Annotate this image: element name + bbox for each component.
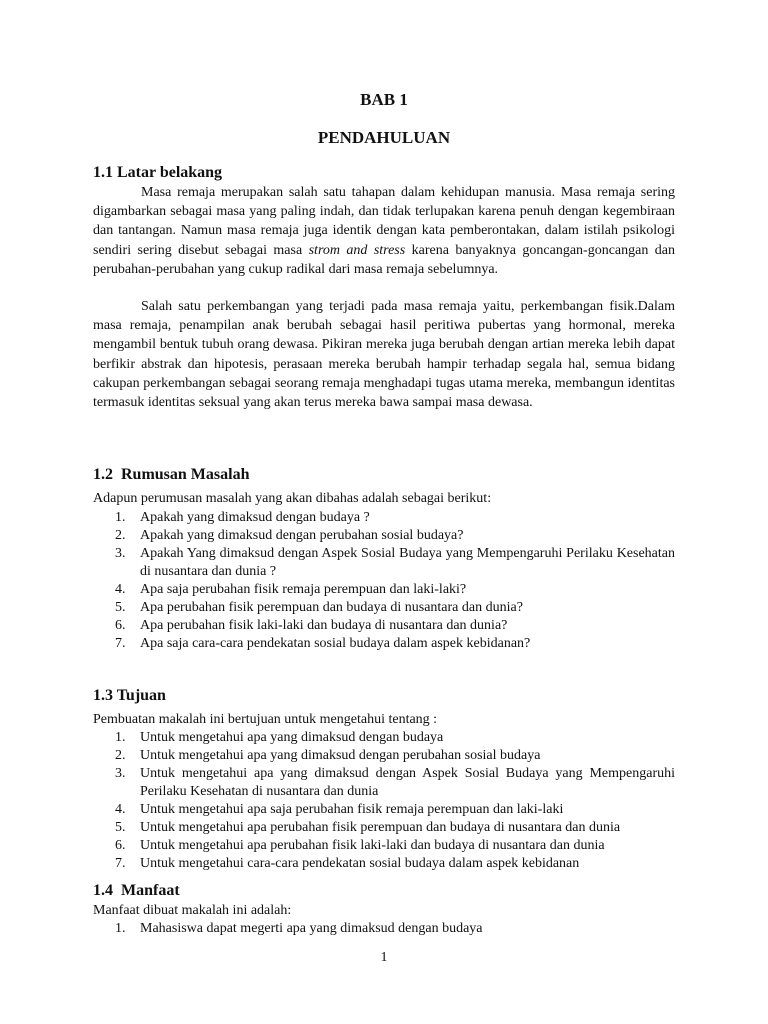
latar-paragraph-1-text-a: Masa remaja merupakan salah satu tahapan dalam kehidupan manusia. Masa remaja sering digambarkan sebagai masa yang paling indah, dan tidak terlupakan karena penuh dengan kegembiraan dan tantangan. Namun masa remaja juga identik dengan kata pemberontakan, dalam istilah psikologi sendiri sering disebut sebagai masa <box>93 185 675 258</box>
list-number: 2. <box>115 528 126 543</box>
section-heading-latar-belakang: 1.1 Latar belakang <box>93 164 223 181</box>
list-number: 4. <box>115 802 126 817</box>
list-item <box>93 729 675 747</box>
list-text: Mahasiswa dapat megerti apa yang dimaksud dengan budaya <box>140 921 483 936</box>
list-text: Untuk mengetahui apa yang dimaksud dengan budaya <box>140 730 444 745</box>
latar-paragraph-2-text: Salah satu perkembangan yang terjadi pada masa remaja yaitu, perkembangan fisik.Dalam masa remaja, penampilan anak berubah sebagai hasil peritiwa pubertas yang hormonal, mereka mengambil bentuk tubuh orang dewasa. Pikiran mereka juga berubah dengan artian mereka lebih dapat berfikir abstrak dan hipotesis, perasaan mereka berubah hampir terhadap segala hal, semua bidang cakupan perkembangan sebagai seorang remaja menghadapi tugas utama mereka, membangun identitas termasuk identitas seksual yang akan terus mereka bawa sampai masa dewasa. <box>93 299 675 411</box>
list-number: 1. <box>115 730 126 745</box>
list-number: 5. <box>115 820 126 835</box>
latar-paragraph-1-text-b: karena banyaknya goncangan-goncangan dan perubahan-perubahan yang cukup radikal dari masa remaja sebelumnya. <box>93 242 675 277</box>
list-number: 4. <box>115 582 126 597</box>
list-text: Apakah yang dimaksud dengan budaya ? <box>140 510 370 525</box>
list-text: Untuk mengetahui apa perubahan fisik laki-laki dan budaya di nusantara dan dunia <box>140 838 605 853</box>
list-item <box>93 617 675 635</box>
list-item <box>93 545 675 581</box>
list-text: Untuk mengetahui cara-cara pendekatan sosial budaya dalam aspek kebidanan <box>140 856 580 871</box>
list-item <box>93 819 675 837</box>
tujuan-intro: Pembuatan makalah ini bertujuan untuk mengetahui tentang : <box>93 712 438 727</box>
list-item <box>93 920 675 938</box>
list-text: Untuk mengetahui apa saja perubahan fisik remaja perempuan dan laki-laki <box>140 802 564 817</box>
list-number: 1. <box>115 510 126 525</box>
chapter-number: BAB 1 <box>360 90 408 109</box>
latar-paragraph-1-term: strom and stress <box>308 242 406 258</box>
list-item <box>93 747 675 765</box>
chapter-title: PENDAHULUAN <box>317 128 451 147</box>
rumusan-intro: Adapun perumusan masalah yang akan dibahas adalah sebagai berikut: <box>93 491 492 506</box>
list-text: Apakah Yang dimaksud dengan Aspek Sosial Budaya yang Mempengaruhi Perilaku Kesehatan di nusantara dan dunia ? <box>140 546 675 579</box>
latar-paragraph-1 <box>93 183 675 279</box>
list-text: Untuk mengetahui apa perubahan fisik perempuan dan budaya di nusantara dan dunia <box>140 820 621 835</box>
list-number: 7. <box>115 636 126 651</box>
section-heading-rumusan-masalah: 1.2 Rumusan Masalah <box>93 466 250 483</box>
list-number: 3. <box>115 766 126 781</box>
rumusan-list <box>93 509 675 653</box>
list-number: 2. <box>115 748 126 763</box>
list-item <box>93 837 675 855</box>
list-item <box>93 527 675 545</box>
list-number: 6. <box>115 618 126 633</box>
tujuan-list <box>93 729 675 873</box>
list-text: Untuk mengetahui apa yang dimaksud dengan perubahan sosial budaya <box>140 748 541 763</box>
list-item <box>93 765 675 801</box>
list-text: Apakah yang dimaksud dengan perubahan sosial budaya? <box>140 528 464 543</box>
section-heading-manfaat: 1.4 Manfaat <box>93 882 180 899</box>
list-item <box>93 635 675 653</box>
list-number: 3. <box>115 546 126 561</box>
list-number: 1. <box>115 921 126 936</box>
list-text: Apa perubahan fisik perempuan dan budaya di nusantara dan dunia? <box>140 600 523 615</box>
list-number: 6. <box>115 838 126 853</box>
list-text: Apa saja cara-cara pendekatan sosial budaya dalam aspek kebidanan? <box>140 636 531 651</box>
list-item <box>93 509 675 527</box>
section-heading-tujuan: 1.3 Tujuan <box>93 687 166 704</box>
list-item <box>93 581 675 599</box>
list-text: Apa perubahan fisik laki-laki dan budaya di nusantara dan dunia? <box>140 618 508 633</box>
latar-paragraph-2 <box>93 297 675 412</box>
list-item <box>93 855 675 873</box>
list-number: 7. <box>115 856 126 871</box>
manfaat-intro: Manfaat dibuat makalah ini adalah: <box>93 903 292 918</box>
page-number: 1 <box>380 950 388 965</box>
list-item <box>93 801 675 819</box>
list-number: 5. <box>115 600 126 615</box>
list-text: Untuk mengetahui apa yang dimaksud dengan Aspek Sosial Budaya yang Mempengaruhi Perilaku Kesehatan di nusantara dan dunia <box>140 766 675 799</box>
list-item <box>93 599 675 617</box>
list-text: Apa saja perubahan fisik remaja perempuan dan laki-laki? <box>140 582 467 597</box>
manfaat-list <box>93 920 675 938</box>
